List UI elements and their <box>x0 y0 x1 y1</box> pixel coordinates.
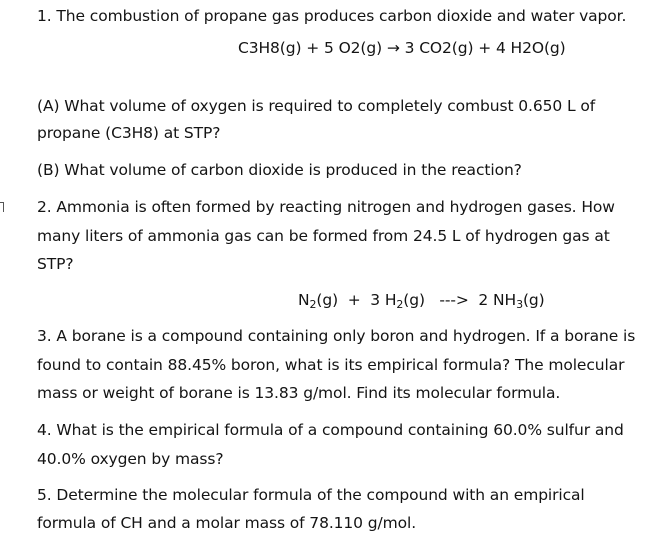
q1-part-a-line1: (A) What volume of oxygen is required to completely combust 0.650 L of <box>37 97 596 115</box>
q2-eq-n-subscript: 2 <box>309 298 317 311</box>
margin-mark <box>0 202 4 212</box>
q2-line1: 2. Ammonia is often formed by reacting nitrogen and hydrogen gases. How <box>37 198 615 216</box>
q2-eq-part4: (g) <box>522 291 545 309</box>
q2-equation <box>298 290 545 310</box>
q2-line3: STP? <box>37 255 74 273</box>
q1-part-b: (B) What volume of carbon dioxide is produced in the reaction? <box>37 161 522 179</box>
q4-line2: 40.0% oxygen by mass? <box>37 450 224 468</box>
q2-eq-part3: (g) ---> 2 NH <box>403 291 517 309</box>
q3-line2: found to contain 88.45% boron, what is its empirical formula? The molecular <box>37 356 625 374</box>
q1-text: 1. The combustion of propane gas produces carbon dioxide and water vapor. <box>37 7 627 25</box>
q1-part-a-line2: propane (C3H8) at STP? <box>37 124 221 142</box>
q5-line1: 5. Determine the molecular formula of the compound with an empirical <box>37 486 585 504</box>
q2-eq-nh-subscript: 3 <box>516 298 523 311</box>
q2-eq-n: N <box>298 291 310 309</box>
q3-line3: mass or weight of borane is 13.83 g/mol. Find its molecular formula. <box>37 384 561 402</box>
q1-equation: C3H8(g) + 5 O2(g) → 3 CO2(g) + 4 H2O(g) <box>238 39 566 57</box>
q2-line2: many liters of ammonia gas can be formed from 24.5 L of hydrogen gas at <box>37 227 610 245</box>
q4-line1: 4. What is the empirical formula of a compound containing 60.0% sulfur and <box>37 421 624 439</box>
q5-line2: formula of CH and a molar mass of 78.110 g/mol. <box>37 514 417 532</box>
q3-line1: 3. A borane is a compound containing only boron and hydrogen. If a borane is <box>37 327 636 345</box>
q2-eq-part2: (g) + 3 H <box>316 291 397 309</box>
q2-eq-h-subscript: 2 <box>396 298 404 311</box>
